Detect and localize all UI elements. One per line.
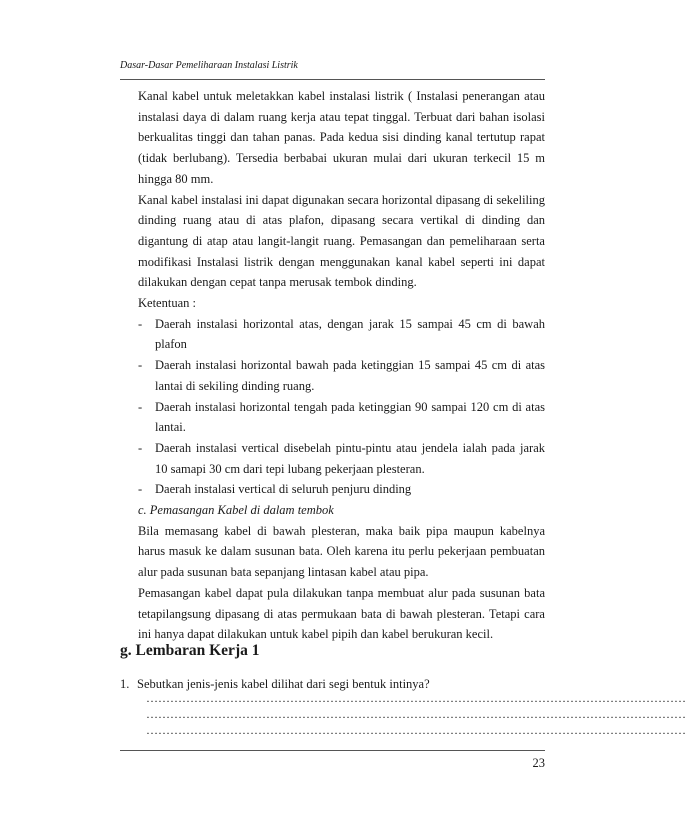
list-dash: - — [138, 440, 143, 455]
question-text: Sebutkan jenis-jenis kabel dilihat dari segi bentuk intinya? — [137, 677, 430, 691]
list-item-text: Daerah instalasi horizontal tengah pada ketinggian 90 sampai 120 cm di atas lantai. — [155, 399, 545, 435]
paragraph-tanpa-alur: Pemasangan kabel dapat pula dilakukan tanpa membuat alur pada susunan bata tetapilangsung dipasang di atas permukaan bata di bawah plesteran. Tetapi cara ini hanya dapat dilakukan untuk kabel pipih dan kabel berukuran kecil. — [138, 585, 545, 642]
answer-line: ……………………………………………………………………………………………………………………… — [146, 691, 686, 705]
list-item — [138, 479, 545, 500]
paragraph-kanal-kabel: Kanal kabel untuk meletakkan kabel instalasi listrik ( Instalasi penerangan atau instalasi daya di dalam ruang kerja atau tepat tinggal. Terbuat dari bahan isolasi berkualitas tinggi dan tahan panas. Pada kedua sisi dinding kanal tertutup rapat (tidak berlubang). Tersedia berbabai ukuran mulai dari ukuran terkecil 15 m hingga 80 mm. — [138, 89, 545, 186]
section-title: g. Lembaran Kerja 1 — [120, 642, 260, 659]
list-dash: - — [138, 358, 143, 373]
answer-line: ……………………………………………………………………………………………………………………… — [146, 723, 686, 737]
subheading: c. Pemasangan Kabel di dalam tembok — [138, 503, 334, 518]
list-dash: - — [138, 316, 143, 331]
answer-line: ……………………………………………………………………………………………………………………… — [146, 707, 686, 721]
header-rule — [120, 79, 545, 80]
list-item-text: Daerah instalasi horizontal atas, dengan jarak 15 sampai 45 cm di bawah plafon — [155, 316, 545, 352]
footer-rule — [120, 750, 545, 751]
running-header: Dasar-Dasar Pemeliharaan Instalasi Listrik — [120, 60, 298, 71]
list-item-text: Daerah instalasi vertical di seluruh penjuru dinding — [155, 482, 412, 497]
body-text — [138, 86, 545, 645]
list-item — [138, 355, 545, 396]
question-number: 1. — [120, 677, 130, 691]
page-number: 23 — [532, 756, 545, 770]
list-item-text: Daerah instalasi vertical disebelah pintu-pintu atau jendela ialah pada jarak 10 samapi 30 cm dari tepi lubang pekerjaan plesteran. — [155, 440, 545, 476]
list-item — [138, 438, 545, 479]
list-item — [138, 397, 545, 438]
paragraph-kanal-usage: Kanal kabel instalasi ini dapat digunakan secara horizontal dipasang di sekeliling dinding ruang atau di atas plafon, dipasang secara vertikal di dinding dan digantung di atap atau langit-langit ruang. Pemasangan dan pemeliharaan serta modifikasi Instalasi listrik dengan menggunakan kanal kabel seperti ini dapat dilakukan dengan cepat tanpa merusak tembok dinding. — [138, 192, 545, 290]
paragraph-plesteran: Bila memasang kabel di bawah plesteran, maka baik pipa maupun kabelnya harus masuk ke dalam susunan bata. Oleh karena itu perlu pekerjaan pembuatan alur pada susunan bata sepanjang lintasan kabel atau pipa. — [138, 523, 545, 580]
ketentuan-label: Ketentuan : — [138, 296, 196, 311]
list-dash: - — [138, 399, 143, 414]
list-item — [138, 314, 545, 355]
list-dash: - — [138, 482, 143, 497]
list-item-text: Daerah instalasi horizontal bawah pada ketinggian 15 sampai 45 cm di atas lantai di sekiling dinding ruang. — [155, 358, 545, 393]
